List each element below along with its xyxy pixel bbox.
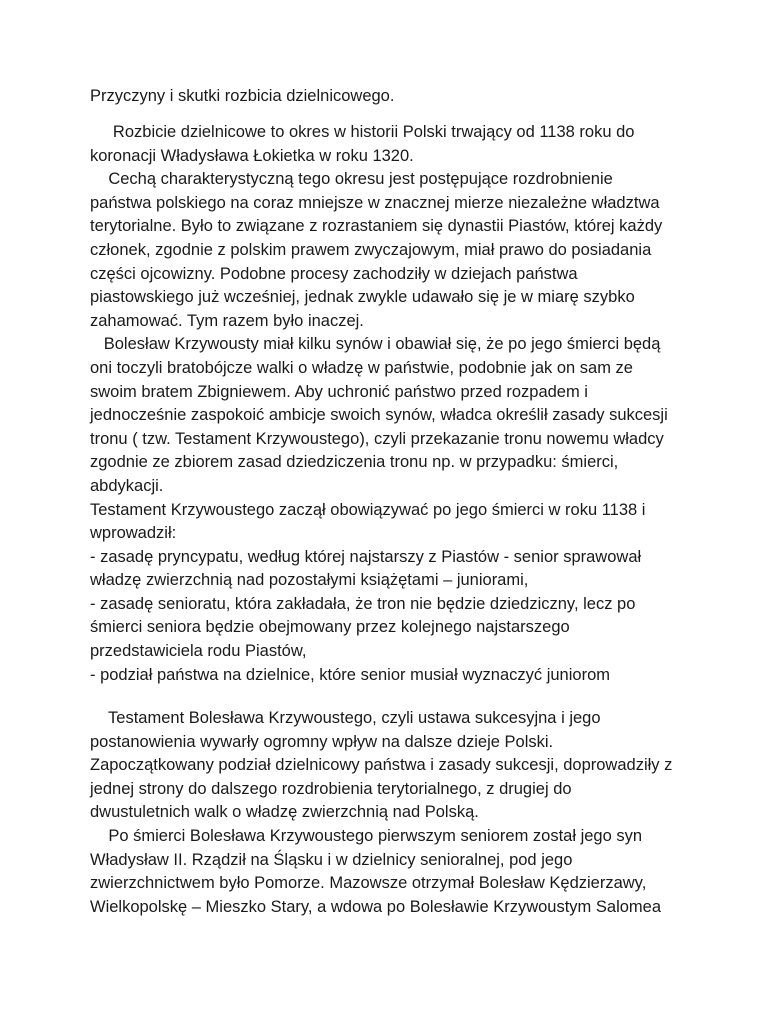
text-line: oni toczyli bratobójcze walki o władzę w państwie, podobnie jak on sam ze — [90, 358, 633, 377]
body-section-1 — [90, 121, 690, 687]
text-line: śmierci seniora będzie obejmowany przez kolejnego najstarszego — [90, 618, 570, 637]
text-line: Zapoczątkowany podział dzielnicowy państwa i zasady sukcesji, doprowadziły z — [90, 756, 673, 775]
text-line: jednocześnie zaspokoić ambicje swoich synów, władca określił zasady sukcesji — [90, 406, 668, 425]
text-line: części ojcowizny. Podobne procesy zachodziły w dziejach państwa — [90, 264, 578, 283]
text-line: Testament Bolesława Krzywoustego, czyli ustawa sukcesyjna i jego — [90, 709, 601, 727]
text-line: Bolesław Krzywousty miał kilku synów i obawiał się, że po jego śmierci będą — [90, 335, 661, 354]
text-line: Po śmierci Bolesława Krzywoustego pierwszym seniorem został jego syn — [90, 826, 643, 845]
text-line: Rozbicie dzielnicowe to okres w historii Polski trwający od 1138 roku do — [90, 123, 635, 141]
text-line: Wielkopolskę – Mieszko Stary, a wdowa po Bolesławie Krzywoustym Salomea — [90, 897, 662, 916]
text-line: przedstawiciela rodu Piastów, — [90, 642, 307, 661]
text-line: zahamować. Tym razem było inaczej. — [90, 311, 364, 330]
text-line: Władysław II. Rządził na Śląsku i w dzielnicy senioralnej, pod jego — [90, 850, 573, 869]
body-section-2 — [90, 707, 690, 919]
text-line: władzę zwierzchnią nad pozostałymi książętami – juniorami, — [90, 571, 529, 590]
text-line: terytorialne. Było to związane z rozrastaniem się dynastii Piastów, której każdy — [90, 217, 663, 236]
text-line: zwierzchnictwem było Pomorze. Mazowsze otrzymał Bolesław Kędzierzawy, — [90, 874, 647, 893]
document-title: Przyczyny i skutki rozbicia dzielnicowego. — [90, 87, 395, 105]
text-line: wprowadził: — [90, 524, 177, 543]
text-line: państwa polskiego na coraz mniejsze w znacznej mierze niezależne władztwa — [90, 193, 660, 212]
text-line: członek, zgodnie z polskim prawem zwyczajowym, miał prawo do posiadania — [90, 240, 652, 259]
text-line: - zasadę senioratu, która zakładała, że tron nie będzie dziedziczny, lecz po — [90, 594, 636, 613]
text-line: Testament Krzywoustego zaczął obowiązywać po jego śmierci w roku 1138 i — [90, 500, 646, 519]
text-line: koronacji Władysława Łokietka w roku 1320. — [90, 146, 414, 165]
text-line: dwustuletnich walk o władzę zwierzchnią nad Polską. — [90, 803, 479, 822]
text-line: swoim bratem Zbigniewem. Aby uchronić państwo przed rozpadem i — [90, 382, 588, 401]
document-title-block — [90, 85, 690, 109]
text-line: jednej strony do dalszego rozdrobienia terytorialnego, z drugiej do — [90, 779, 572, 798]
text-line: piastowskiego już wcześniej, jednak zwykle udawało się je w miarę szybko — [90, 288, 635, 307]
text-line: tronu ( tzw. Testament Krzywoustego), czyli przekazanie tronu nowemu władcy — [90, 429, 664, 448]
text-line: - zasadę pryncypatu, według której najstarszy z Piastów - senior sprawował — [90, 547, 642, 566]
text-line: - podział państwa na dzielnice, które senior musiał wyznaczyć juniorom — [90, 665, 610, 684]
text-line: zgodnie ze zbiorem zasad dziedziczenia tronu np. w przypadku: śmierci, — [90, 453, 619, 472]
text-line: Cechą charakterystyczną tego okresu jest postępujące rozdrobnienie — [90, 170, 613, 189]
text-line: abdykacji. — [90, 476, 164, 495]
text-line: postanowienia wywarły ogromny wpływ na dalsze dzieje Polski. — [90, 732, 554, 751]
